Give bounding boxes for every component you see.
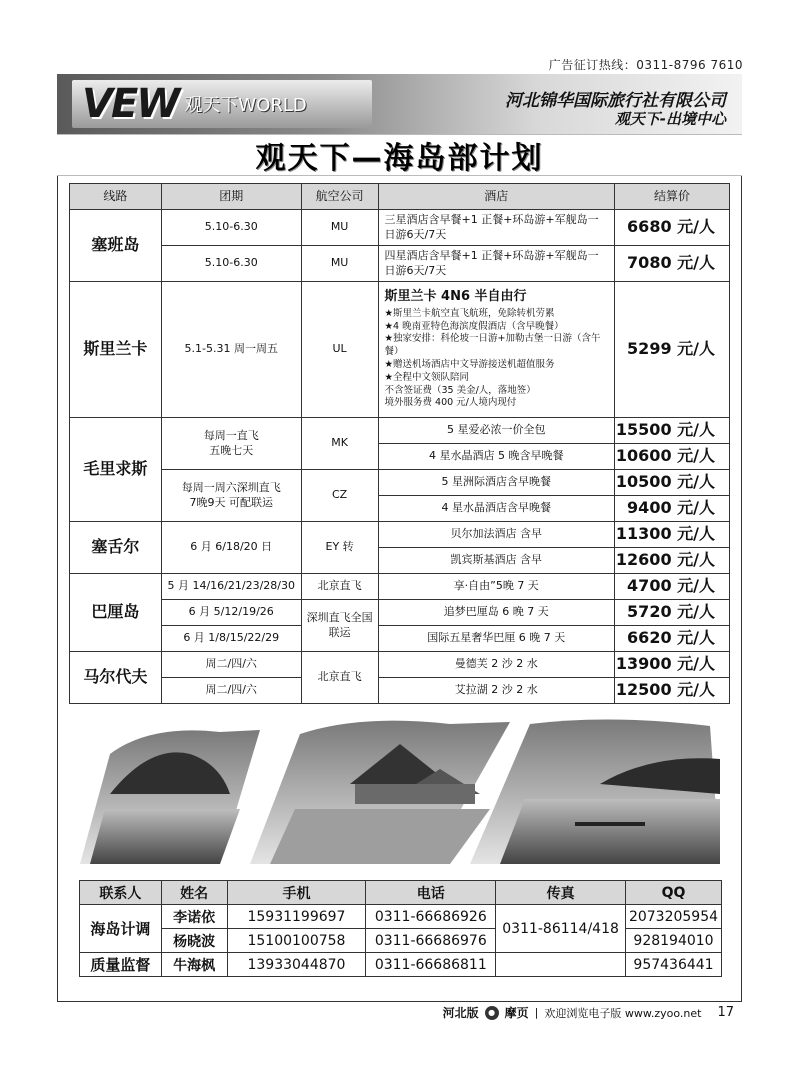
price-cell: 9400 元/人 (614, 496, 729, 522)
package-line: ★全程中文领队陪同 (384, 371, 470, 383)
price-cell: 13900 元/人 (614, 652, 729, 678)
footer (443, 1004, 734, 1021)
date-line: 每周一直飞 (203, 429, 259, 443)
table-header-row (70, 184, 730, 210)
contact-row (80, 953, 722, 977)
group-island-planning: 海岛计调 (80, 905, 162, 953)
contact-row (80, 929, 722, 953)
contact-fax: 0311-86114/418 (496, 905, 626, 953)
col-hotel: 酒店 (378, 184, 614, 210)
logo (72, 80, 372, 128)
col-airline: 航空公司 (301, 184, 378, 210)
package-line: ★4 晚南亚特色海滨度假酒店（含早晚餐） (384, 320, 564, 332)
logo-subtitle: 观天下WORLD (184, 95, 307, 116)
jetty (575, 822, 645, 826)
department-name: 观天下-出境中心 (614, 110, 726, 128)
airline-cell: 北京直飞 (301, 652, 378, 704)
date-cell: 5.10-6.30 (161, 210, 301, 246)
brand-logo-icon: ● (485, 1006, 499, 1020)
title-strip (57, 134, 742, 176)
table-row (70, 626, 730, 652)
table-row (70, 574, 730, 600)
date-cell (161, 470, 301, 522)
table-row (70, 418, 730, 444)
date-line: 每周一周六深圳直飞 (181, 481, 281, 495)
contact-phone: 0311-66686976 (366, 929, 496, 953)
package-line: ★独家安排：科伦坡一日游+加勒古堡一日游（含午餐） (384, 333, 601, 358)
contact-name: 杨晓波 (161, 929, 227, 953)
page-title: 观天下—海岛部计划 (255, 141, 544, 176)
table-row (70, 600, 730, 626)
hotel-cell: 5 星爱必浓一价全包 (378, 418, 614, 444)
footer-divider: | (534, 1006, 539, 1019)
contact-phone: 0311-66686811 (366, 953, 496, 977)
date-line: 五晚七天 (209, 443, 254, 457)
airline-cell: 北京直飞 (301, 574, 378, 600)
logo-text: VEW (82, 81, 179, 127)
price-cell: 4700 元/人 (614, 574, 729, 600)
col-contact: 联系人 (80, 881, 162, 905)
contact-table (79, 880, 722, 977)
resort-building (355, 784, 475, 804)
table-row (70, 246, 730, 282)
date-cell: 6 月 5/12/19/26 (161, 600, 301, 626)
col-phone: 电话 (366, 881, 496, 905)
contact-mobile: 15100100758 (227, 929, 366, 953)
island-plan-table (69, 183, 730, 704)
airline-cell: MU (301, 246, 378, 282)
airline-cell: CZ (301, 470, 378, 522)
package-line: 不含签证费（35 美金/人，落地签） (384, 384, 536, 396)
route-seychelles: 塞舌尔 (70, 522, 162, 574)
date-cell: 6 月 1/8/15/22/29 (161, 626, 301, 652)
col-qq: QQ (625, 881, 721, 905)
airline-cell: MU (301, 210, 378, 246)
contact-name: 牛海枫 (161, 953, 227, 977)
table-row (70, 652, 730, 678)
airline-cell: 深圳直飞全国联运 (301, 600, 378, 652)
contact-fax-empty (496, 953, 626, 977)
islet-sea (90, 809, 240, 864)
date-cell: 5 月 14/16/21/23/28/30 (161, 574, 301, 600)
hotel-cell: 4 星水晶酒店含早晚餐 (378, 496, 614, 522)
price-cell: 10500 元/人 (614, 470, 729, 496)
page-number: 17 (717, 1005, 734, 1020)
contact-name: 李诺依 (161, 905, 227, 929)
table-row (70, 522, 730, 548)
price-cell: 7080 元/人 (614, 246, 729, 282)
hotel-cell: 三星酒店含早餐+1 正餐+环岛游+军舰岛一日游6天/7天 (378, 210, 614, 246)
airline-cell: UL (301, 282, 378, 418)
price-cell: 12600 元/人 (614, 548, 729, 574)
hotel-cell: 凯宾斯基酒店 含早 (378, 548, 614, 574)
hotel-cell: 贝尔加法酒店 含早 (378, 522, 614, 548)
price-cell: 10600 元/人 (614, 444, 729, 470)
contact-mobile: 13933044870 (227, 953, 366, 977)
date-cell: 周二/四/六 (161, 652, 301, 678)
resort-pool (270, 809, 490, 864)
footer-edition: 河北版 (442, 1006, 479, 1020)
srilanka-package-title: 斯里兰卡 4N6 半自由行 (384, 288, 527, 304)
price-cell: 6620 元/人 (614, 626, 729, 652)
price-cell: 6680 元/人 (614, 210, 729, 246)
contact-row (80, 905, 722, 929)
route-bali: 巴厘岛 (70, 574, 162, 652)
route-saipan: 塞班岛 (70, 210, 162, 282)
footer-brand: 摩页 (504, 1006, 529, 1020)
package-line: ★赠送机场酒店中文导游接送机超值服务 (384, 358, 555, 370)
hotel-cell: 享·自由”5晚 7 天 (378, 574, 614, 600)
ad-hotline: 广告征订热线：0311-8796 7610 (548, 58, 743, 72)
contact-qq: 2073205954 (625, 905, 721, 929)
route-maldives: 马尔代夫 (70, 652, 162, 704)
route-mauritius: 毛里求斯 (70, 418, 162, 522)
hotel-cell: 4 星水晶酒店 5 晚含早晚餐 (378, 444, 614, 470)
col-price: 结算价 (614, 184, 729, 210)
date-cell: 周二/四/六 (161, 678, 301, 704)
hotel-cell: 艾拉湖 2 沙 2 水 (378, 678, 614, 704)
hotel-cell: 5 星洲际酒店含早晚餐 (378, 470, 614, 496)
price-cell: 15500 元/人 (614, 418, 729, 444)
beach-sea (500, 799, 720, 864)
airline-cell: EY 转 (301, 522, 378, 574)
contact-mobile: 15931199697 (227, 905, 366, 929)
hotel-cell: 四星酒店含早餐+1 正餐+环岛游+军舰岛一日游6天/7天 (378, 246, 614, 282)
footer-text: 欢迎浏览电子版 www.zyoo.net (544, 1006, 702, 1020)
col-fax: 传真 (496, 881, 626, 905)
hotel-cell (378, 282, 614, 418)
contact-qq: 928194010 (625, 929, 721, 953)
hotel-cell: 国际五星奢华巴厘 6 晚 7 天 (378, 626, 614, 652)
col-route: 线路 (70, 184, 162, 210)
package-line: 境外服务费 400 元/人境内现付 (384, 397, 517, 409)
package-line: ★斯里兰卡航空直飞航班，免除转机劳累 (384, 307, 555, 319)
price-cell: 11300 元/人 (614, 522, 729, 548)
table-row (70, 282, 730, 418)
col-date: 团期 (161, 184, 301, 210)
date-cell: 5.1-5.31 周一周五 (161, 282, 301, 418)
group-quality-supervision: 质量监督 (80, 953, 162, 977)
hotel-cell: 曼德芙 2 沙 2 水 (378, 652, 614, 678)
price-cell: 5299 元/人 (614, 282, 729, 418)
date-cell (161, 418, 301, 470)
hotel-cell: 追梦巴厘岛 6 晚 7 天 (378, 600, 614, 626)
table-row (70, 470, 730, 496)
date-cell: 6 月 6/18/20 日 (161, 522, 301, 574)
contact-header-row (80, 881, 722, 905)
col-mobile: 手机 (227, 881, 366, 905)
contact-phone: 0311-66686926 (366, 905, 496, 929)
col-name: 姓名 (161, 881, 227, 905)
contact-qq: 957436441 (625, 953, 721, 977)
table-row (70, 210, 730, 246)
agency-name: 河北锦华国际旅行社有限公司 (505, 91, 726, 111)
price-cell: 5720 元/人 (614, 600, 729, 626)
airline-cell: MK (301, 418, 378, 470)
route-srilanka: 斯里兰卡 (70, 282, 162, 418)
island-photo-collage (70, 714, 730, 870)
photo-collage-art (70, 714, 730, 870)
table-row (70, 678, 730, 704)
date-line: 7晚9天 可配联运 (189, 495, 273, 509)
date-cell: 5.10-6.30 (161, 246, 301, 282)
price-cell: 12500 元/人 (614, 678, 729, 704)
